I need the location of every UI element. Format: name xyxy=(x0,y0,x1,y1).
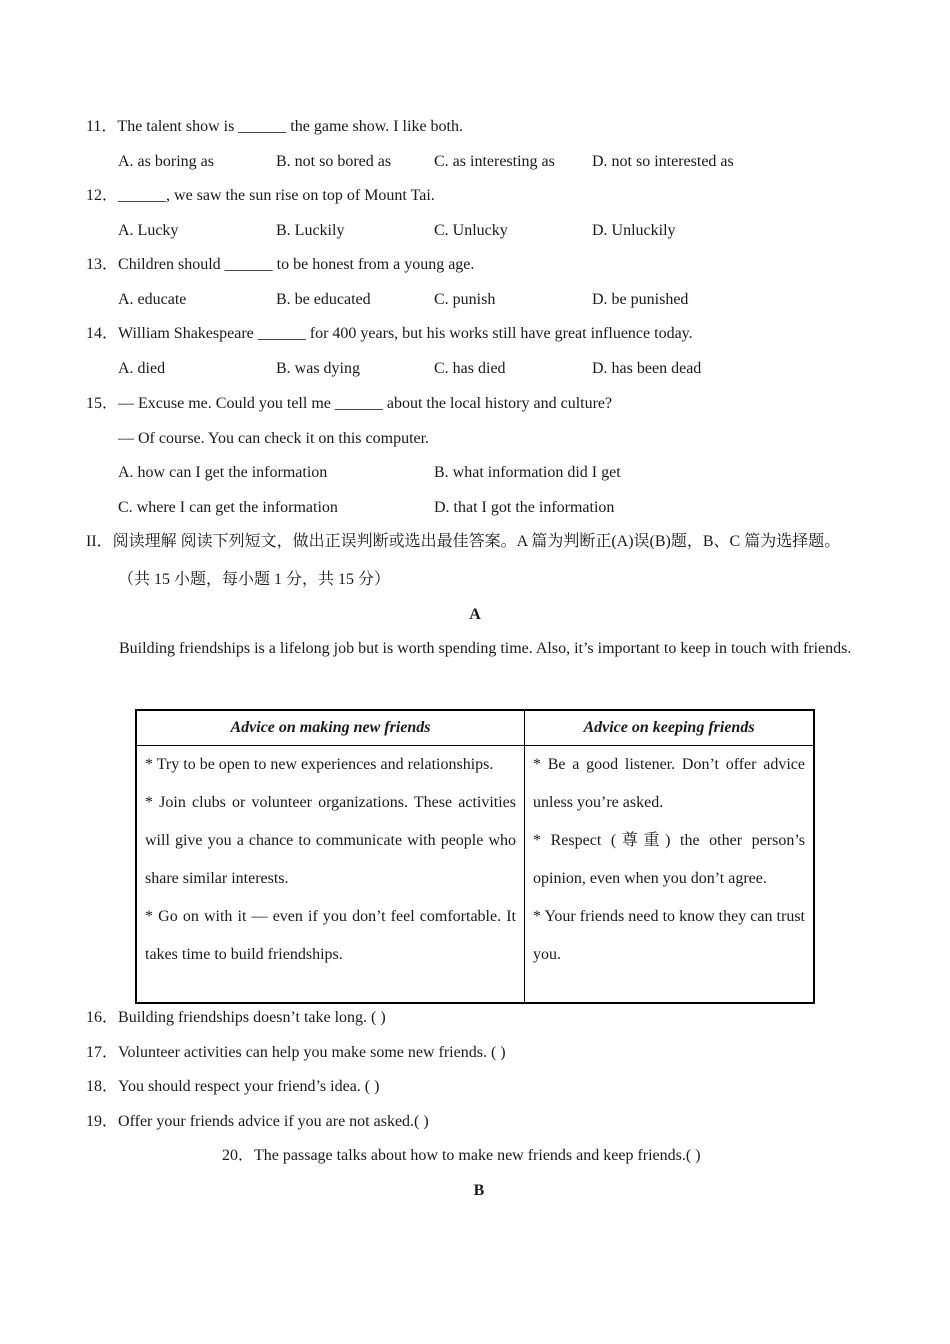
option-15a: A. how can I get the information xyxy=(118,464,328,481)
section-heading: II．阅读理解 阅读下列短文，做出正误判断或选出最佳答案。A 篇为判断正(A)误(B)题，B、C 篇为选择题。 xyxy=(86,533,841,550)
statement-text: Offer your friends advice if you are not asked.( ) xyxy=(118,1113,429,1130)
statement-text: Volunteer activities can help you make some new friends. ( ) xyxy=(118,1044,506,1061)
advice-item: * Respect (尊重) the other person’s opinion, even when you don’t agree. xyxy=(533,832,805,887)
option-13d: D. be punished xyxy=(592,291,689,308)
option-12b: B. Luckily xyxy=(276,222,345,239)
question-number: 16． xyxy=(86,1009,119,1026)
statement-text: Building friendships doesn’t take long. ( ) xyxy=(118,1009,386,1026)
passage-a-intro: Building friendships is a lifelong job but is worth spending time. Also, it’s important to keep in touch with friends. xyxy=(119,640,852,657)
option-13a: A. educate xyxy=(118,291,187,308)
statement-16 xyxy=(86,1008,386,1028)
option-11c: C. as interesting as xyxy=(434,153,555,170)
question-number: 18． xyxy=(86,1078,119,1095)
option-15c: C. where I can get the information xyxy=(118,499,338,516)
option-11d: D. not so interested as xyxy=(592,153,734,170)
question-15 xyxy=(86,394,612,414)
option-13b: B. be educated xyxy=(276,291,371,308)
question-number: 15． xyxy=(86,395,119,412)
statement-18 xyxy=(86,1077,379,1097)
advice-item: * Go on with it — even if you don’t feel comfortable. It takes time to build friendships. xyxy=(145,908,516,963)
passage-b-label: B xyxy=(473,1182,485,1199)
making-friends-cell xyxy=(136,746,525,1004)
question-number: 17． xyxy=(86,1044,119,1061)
advice-item: * Be a good listener. Don’t offer advice unless you’re asked. xyxy=(533,756,805,811)
question-stem: ______, we saw the sun rise on top of Mount Tai. xyxy=(118,187,435,204)
statement-text: The passage talks about how to make new friends and keep friends.( ) xyxy=(254,1147,701,1164)
advice-item: * Try to be open to new experiences and relationships. xyxy=(145,756,494,773)
question-number: 12． xyxy=(86,187,119,204)
option-11b: B. not so bored as xyxy=(276,153,392,170)
option-14d: D. has been dead xyxy=(592,360,702,377)
option-14c: C. has died xyxy=(434,360,506,377)
option-15b: B. what information did I get xyxy=(434,464,621,481)
question-number: 11． xyxy=(86,118,118,135)
section-note: （共 15 小题，每小题 1 分，共 15 分） xyxy=(118,571,391,588)
option-11a: A. as boring as xyxy=(118,153,214,170)
question-number: 13． xyxy=(86,256,119,273)
question-stem: — Excuse me. Could you tell me ______ about the local history and culture? xyxy=(118,395,613,412)
question-number: 20． xyxy=(222,1147,255,1164)
passage-a-label: A xyxy=(469,606,481,623)
header-keeping-friends: Advice on keeping friends xyxy=(525,710,815,746)
question-number: 19． xyxy=(86,1113,119,1130)
question-stem: William Shakespeare ______ for 400 years, but his works still have great influence today. xyxy=(118,325,693,342)
option-13c: C. punish xyxy=(434,291,496,308)
option-14a: A. died xyxy=(118,360,166,377)
advice-table xyxy=(135,709,815,1004)
question-13 xyxy=(86,255,474,275)
question-14 xyxy=(86,324,693,344)
statement-19 xyxy=(86,1112,429,1132)
statement-20 xyxy=(222,1146,701,1166)
question-12 xyxy=(86,186,435,206)
question-11 xyxy=(86,117,463,137)
option-14b: B. was dying xyxy=(276,360,360,377)
question-stem: Children should ______ to be honest from a young age. xyxy=(118,256,475,273)
question-15-reply: — Of course. You can check it on this computer. xyxy=(118,430,430,447)
option-12a: A. Lucky xyxy=(118,222,179,239)
header-making-friends: Advice on making new friends xyxy=(136,710,525,746)
statement-17 xyxy=(86,1043,506,1063)
question-stem: The talent show is ______ the game show. I like both. xyxy=(117,118,463,135)
option-12d: D. Unluckily xyxy=(592,222,676,239)
advice-item: * Your friends need to know they can trust you. xyxy=(533,908,805,963)
keeping-friends-cell xyxy=(525,746,815,1004)
statement-text: You should respect your friend’s idea. ( ) xyxy=(118,1078,380,1095)
option-15d: D. that I got the information xyxy=(434,499,615,516)
advice-item: * Join clubs or volunteer organizations. These activities will give you a chance to communicate with people who share similar interests. xyxy=(145,794,516,887)
question-number: 14． xyxy=(86,325,119,342)
option-12c: C. Unlucky xyxy=(434,222,508,239)
